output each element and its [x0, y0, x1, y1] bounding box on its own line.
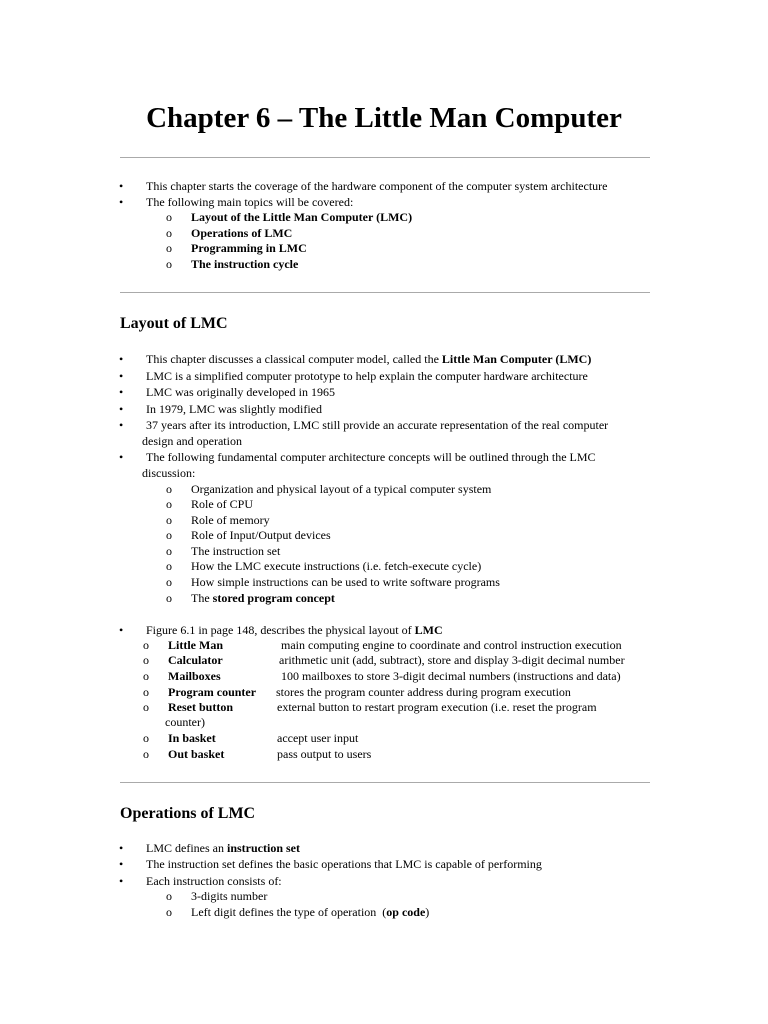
- circle-bullet-icon: o: [143, 669, 149, 683]
- circle-bullet-icon: o: [166, 497, 172, 511]
- bullet-icon: •: [119, 402, 124, 416]
- circle-bullet-icon: o: [143, 638, 149, 652]
- bullet-icon: •: [119, 857, 124, 871]
- component-term: In basket: [168, 731, 216, 745]
- figure-ref-line: Figure 6.1 in page 148, describes the physical layout of LMC: [146, 623, 443, 637]
- circle-bullet-icon: o: [143, 731, 149, 745]
- layout-line: The following fundamental computer architecture concepts will be outlined through the LMC: [146, 450, 596, 464]
- operations-line: Each instruction consists of:: [146, 874, 282, 888]
- concept-item: How the LMC execute instructions (i.e. fetch-execute cycle): [191, 559, 482, 573]
- component-term: Program counter: [168, 685, 257, 699]
- bullet-icon: •: [119, 841, 124, 855]
- concept-item: The instruction set: [191, 544, 281, 558]
- instruction-part: 3-digits number: [191, 889, 268, 903]
- concept-item: Organization and physical layout of a typical computer system: [191, 482, 492, 496]
- divider: [120, 157, 650, 158]
- topic-item: Programming in LMC: [191, 241, 307, 255]
- concept-item: The stored program concept: [191, 591, 335, 605]
- layout-line: 37 years after its introduction, LMC still provide an accurate representation of the real computer: [146, 418, 609, 432]
- circle-bullet-icon: o: [143, 685, 149, 699]
- circle-bullet-icon: o: [166, 889, 172, 903]
- operations-line: The instruction set defines the basic operations that LMC is capable of performing: [146, 857, 542, 871]
- component-term: Out basket: [168, 747, 225, 761]
- divider: [120, 782, 650, 783]
- component-desc: accept user input: [277, 731, 359, 745]
- instruction-part: Left digit defines the type of operation (op code): [191, 905, 430, 919]
- component-desc: stores the program counter address during program execution: [276, 685, 571, 699]
- circle-bullet-icon: o: [166, 513, 172, 527]
- layout-line: LMC was originally developed in 1965: [146, 385, 335, 399]
- layout-line: In 1979, LMC was slightly modified: [146, 402, 322, 416]
- section-heading-operations: Operations of LMC: [120, 805, 256, 822]
- circle-bullet-icon: o: [166, 210, 172, 224]
- circle-bullet-icon: o: [166, 575, 172, 589]
- divider: [120, 292, 650, 293]
- topic-item: Layout of the Little Man Computer (LMC): [191, 210, 413, 224]
- component-term: Mailboxes: [168, 669, 221, 683]
- concept-item: How simple instructions can be used to write software programs: [191, 575, 500, 589]
- component-desc: arithmetic unit (add, subtract), store and display 3-digit decimal number: [279, 653, 625, 667]
- page-title: Chapter 6 – The Little Man Computer: [146, 102, 622, 134]
- circle-bullet-icon: o: [166, 559, 172, 573]
- circle-bullet-icon: o: [166, 257, 172, 271]
- component-desc: counter): [165, 715, 205, 729]
- component-desc: external button to restart program execution (i.e. reset the program: [277, 700, 597, 714]
- concept-item: Role of Input/Output devices: [191, 528, 331, 542]
- bullet-icon: •: [119, 418, 124, 432]
- layout-line: discussion:: [142, 466, 196, 480]
- concept-item: Role of CPU: [191, 497, 254, 511]
- operations-line: LMC defines an instruction set: [146, 841, 300, 855]
- section-heading-layout: Layout of LMC: [120, 315, 228, 332]
- circle-bullet-icon: o: [166, 544, 172, 558]
- component-term: Reset button: [168, 700, 233, 714]
- circle-bullet-icon: o: [166, 591, 172, 605]
- bullet-icon: •: [119, 195, 124, 209]
- bullet-icon: •: [119, 874, 124, 888]
- component-term: Calculator: [168, 653, 223, 667]
- circle-bullet-icon: o: [166, 482, 172, 496]
- circle-bullet-icon: o: [166, 226, 172, 240]
- topic-item: Operations of LMC: [191, 226, 293, 240]
- layout-line: LMC is a simplified computer prototype to help explain the computer hardware architecture: [146, 369, 588, 383]
- circle-bullet-icon: o: [143, 653, 149, 667]
- bullet-icon: •: [119, 352, 124, 366]
- layout-line: design and operation: [142, 434, 242, 448]
- component-desc: 100 mailboxes to store 3-digit decimal numbers (instructions and data): [281, 669, 621, 683]
- layout-line: This chapter discusses a classical computer model, called the Little Man Computer (LMC): [146, 352, 592, 366]
- circle-bullet-icon: o: [166, 905, 172, 919]
- component-desc: pass output to users: [277, 747, 372, 761]
- component-term: Little Man: [168, 638, 223, 652]
- circle-bullet-icon: o: [143, 700, 149, 714]
- bullet-icon: •: [119, 369, 124, 383]
- intro-line: This chapter starts the coverage of the hardware component of the computer system architecture: [146, 179, 608, 193]
- concept-item: Role of memory: [191, 513, 270, 527]
- component-desc: main computing engine to coordinate and control instruction execution: [281, 638, 622, 652]
- bullet-icon: •: [119, 179, 124, 193]
- intro-line: The following main topics will be covered:: [146, 195, 354, 209]
- circle-bullet-icon: o: [143, 747, 149, 761]
- circle-bullet-icon: o: [166, 241, 172, 255]
- bullet-icon: •: [119, 623, 124, 637]
- topic-item: The instruction cycle: [191, 257, 299, 271]
- circle-bullet-icon: o: [166, 528, 172, 542]
- bullet-icon: •: [119, 450, 124, 464]
- bullet-icon: •: [119, 385, 124, 399]
